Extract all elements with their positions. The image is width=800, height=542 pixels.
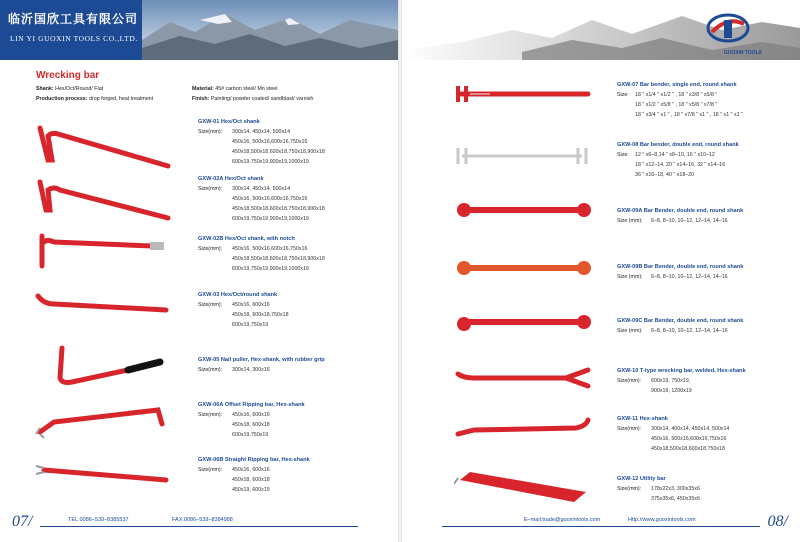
product-title: GXW-02B Hex/Oct shank, with notch: [198, 236, 295, 242]
product-gxw-09c: GXW-09C Bar Bender, double end, round shank Size (mm): 6–8, 8–10, 10–12, 12–14, 14–16: [617, 318, 744, 334]
product-gxw-03: GXW-03 Hex/Oct/round shank Size(mm): 450x16, 600x16 450x18, 600x18,750x18 600x19,750x19: [198, 292, 289, 328]
spec-material: Material: 45# carbon steel/ Mn steel: [192, 86, 278, 92]
tool-image-gxw-02b: [34, 232, 174, 272]
product-title: GXW-03 Hex/Oct/round shank: [198, 292, 278, 298]
page-number-left: 07/: [12, 513, 33, 530]
tool-image-gxw-06b: [34, 458, 174, 488]
product-title: GXW-09A Bar Bender, double end, round shank: [617, 208, 744, 214]
product-gxw-01: GXW-01 Hex/Oct shank Size(mm): 300x14, 450x14, 500x14 450x16, 500x16,600x16,750x16 450x18,500x18,600x18,750x18,900x18 600x19,750x19,900x19,1000x19: [198, 119, 325, 165]
product-title: GXW-07 Bar bender, single end, round shank: [617, 82, 737, 88]
footer-website[interactable]: Http://www.guoxintools.com: [628, 517, 696, 523]
product-gxw-06a: GXW-06A Offset Ripping bar, Hex-shank Size(mm): 450x16, 600x16 450x18, 600x18 600x19,750x19: [198, 402, 305, 438]
footer-tel: TEL:0086–539–8385537: [68, 517, 129, 523]
tool-image-gxw-09b: [454, 254, 594, 284]
product-gxw-11: GXW-11 Hex-shank Size(mm): 300x14, 400x14, 450x14, 500x14 450x16, 500x16,600x16,750x16 450x18,500x18,600x18,750x18: [617, 416, 730, 452]
product-gxw-09b: GXW-09B Bar Bender, double end, round shank Size (mm): 6–8, 8–10, 10–12, 12–14, 14–16: [617, 264, 744, 280]
header-banner-left: [0, 0, 398, 60]
tool-image-gxw-02a: [34, 176, 174, 226]
product-gxw-02a: GXW-02A Hex/Oct shank Size(mm): 300x14, 450x14, 500x14 450x16, 500x16,600x16,750x16 450x18,500x18,600x18,750x18,900x18 600x19,750x19,900x19,1000x19: [198, 176, 325, 222]
product-title: GXW-06A Offset Ripping bar, Hex-shank: [198, 402, 305, 408]
footer-fax: FAX:0086–539–8384988: [172, 517, 233, 523]
logo-text: GUOXIN TOOLS: [723, 50, 762, 56]
company-name-en: LIN YI GUOXIN TOOLS CO.,LTD.: [10, 34, 138, 43]
spec-process: Production process: drop forged, heat treatment: [36, 96, 154, 102]
tool-image-gxw-05: [48, 342, 168, 392]
tool-image-gxw-09a: [454, 196, 594, 226]
company-name-cn: 临沂国欣工具有限公司: [8, 12, 139, 26]
tool-image-gxw-11: [454, 416, 594, 446]
tool-image-gxw-01: [34, 120, 174, 170]
tool-image-gxw-07: [454, 80, 594, 116]
product-title: GXW-10 T-type wrecking bar, welded, Hex-shank: [617, 368, 746, 374]
header-banner-right: [402, 0, 800, 60]
product-gxw-09a: GXW-09A Bar Bender, double end, round shank Size (mm): 6–8, 8–10, 10–12, 12–14, 14–16: [617, 208, 744, 224]
product-title: GXW-08 Bar bender, double end, round shank: [617, 142, 739, 148]
product-gxw-10: GXW-10 T-type wrecking bar, welded, Hex-shank Size(mm): 600x19, 750x19, 900x19, 1200x19: [617, 368, 746, 394]
page-number-right: 08/: [767, 513, 788, 530]
product-gxw-07: GXW-07 Bar bender, single end, round shank Size: 18 " x1/4 " x1/2 " , 18 " x3/8 " x5/8 " 18 " x1/2 " x5/8 " , 18 " x5/8 " x7/8 " 18 " x3/4 " x1 " , 18 " x7/8 " x1 " , 18 " x1 " x1 ": [617, 82, 743, 118]
product-title: GXW-09C Bar Bender, double end, round shank: [617, 318, 744, 324]
tool-image-gxw-09c: [454, 308, 594, 338]
product-gxw-02b: GXW-02B Hex/Oct shank, with notch Size(mm): 450x16, 500x16,600x16,750x16 450x18,500x18,600x18,750x18,900x18 600x19,750x19,900x19,1000x19: [198, 236, 325, 272]
product-title: GXW-05 Nail puller, Hex-shank, with rubber grip: [198, 357, 325, 363]
page-title: Wrecking bar: [36, 70, 100, 81]
tool-image-gxw-08: [454, 138, 594, 174]
footer-email[interactable]: E–mail:trade@guoxintools.com: [524, 517, 601, 523]
product-title: GXW-12 Utility bar: [617, 476, 666, 482]
spec-finish: Finish: Painting/ powder coated/ sandblast/ varnish: [192, 96, 314, 102]
footer-right: [402, 513, 800, 532]
tool-image-gxw-10: [454, 362, 594, 392]
product-gxw-12: GXW-12 Utility bar Size(mm): 178x22x3, 300x35x6 375x35x6, 450x35x6: [617, 476, 700, 502]
left-page: [0, 0, 398, 542]
company-brand-block: [0, 0, 142, 60]
tool-image-gxw-12: [454, 470, 594, 510]
product-title: GXW-01 Hex/Oct shank: [198, 119, 260, 125]
spec-shank: Shank: Hex/Oct/Round/ Flat: [36, 86, 104, 92]
product-title: GXW-09B Bar Bender, double end, round shank: [617, 264, 744, 270]
tool-image-gxw-06a: [34, 400, 174, 440]
tool-image-gxw-03: [34, 290, 174, 320]
product-gxw-05: GXW-05 Nail puller, Hex-shank, with rubber grip Size(mm): 300x14, 300x16: [198, 357, 325, 373]
right-page: [402, 0, 800, 542]
product-title: GXW-02A Hex/Oct shank: [198, 176, 264, 182]
product-title: GXW-06B Straight Ripping bar, Hex-shank: [198, 457, 310, 463]
product-title: GXW-11 Hex-shank: [617, 416, 668, 422]
product-gxw-06b: GXW-06B Straight Ripping bar, Hex-shank Size(mm): 450x16, 600x16 450x18, 600x18 450x19, 600x19: [198, 457, 310, 493]
product-gxw-08: GXW-08 Bar bender, double end, round shank Size: 12 " x6–8,14 " x8–10, 16 " x10–12 18 " x12–14, 20 " x14–16, 32 " x14–16 36 " x16–18, 40 " x18–20: [617, 142, 739, 178]
footer-left: [0, 513, 398, 532]
